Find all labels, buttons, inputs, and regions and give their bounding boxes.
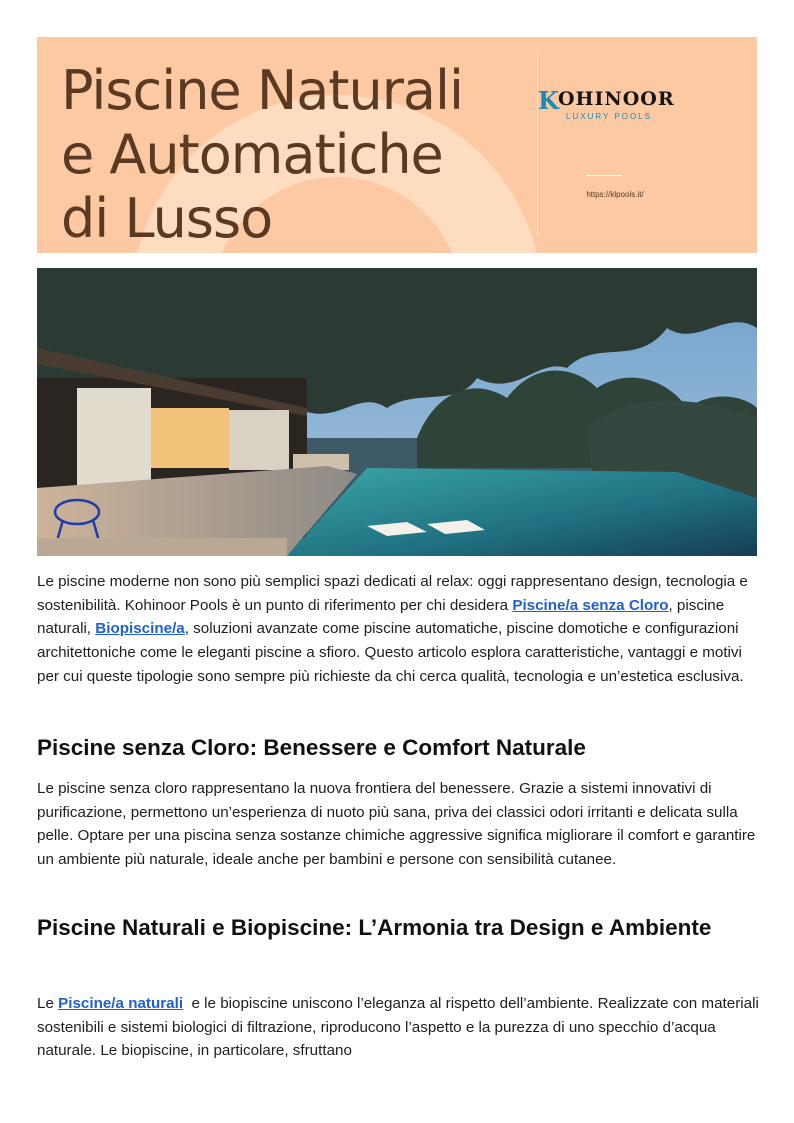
title-line-3: di Lusso bbox=[61, 187, 273, 250]
title-line-2: e Automatiche bbox=[61, 123, 443, 186]
intro-paragraph bbox=[37, 570, 759, 689]
logo-brand-name: OHINOOR bbox=[558, 88, 675, 110]
link-piscine-senza-cloro[interactable]: Piscine/a senza Cloro bbox=[512, 596, 669, 614]
logo-k-mark: K bbox=[538, 86, 559, 115]
header-banner bbox=[37, 37, 757, 253]
intro-text-3: , soluzioni avanzate come piscine automatiche, piscine domotiche e configurazioni architettoniche come le eleganti piscine a sfioro. Questo articolo esplora caratteristiche, vantaggi e motivi per cui queste tipologie sono sempre più richieste da chi cerca qualità, tecnologia e un’estetica esclusiva. bbox=[37, 620, 744, 685]
section2-text-2: e le biopiscine uniscono l’eleganza al rispetto dell’ambiente. Realizzate con materiali sostenibili e sistemi biologici di filtrazione, riproducono l’aspetto e la purezza di uno specchio d’acqua naturale. Le biopiscine, in particolare, sfruttano bbox=[37, 995, 764, 1060]
banner-divider bbox=[537, 55, 538, 235]
kohinoor-logo[interactable] bbox=[538, 86, 688, 122]
pool-photo bbox=[37, 268, 757, 556]
site-url[interactable]: https://klpools.it/ bbox=[586, 190, 644, 199]
logo-rule bbox=[586, 175, 622, 176]
logo-subtitle: LUXURY POOLS bbox=[566, 112, 652, 121]
page-title bbox=[61, 59, 531, 251]
section-heading-senza-cloro: Piscine senza Cloro: Benessere e Comfort Naturale bbox=[37, 735, 586, 760]
intro-text-1: Le piscine moderne non sono più semplici spazi dedicati al relax: oggi rappresentano design, tecnologia e sostenibilità. Kohinoor Pools è un punto di riferimento per chi desidera bbox=[37, 573, 748, 614]
section-heading-biopiscine: Piscine Naturali e Biopiscine: L’Armonia tra Design e Ambiente bbox=[37, 915, 712, 940]
title-line-1: Piscine Naturali bbox=[61, 59, 463, 122]
intro-text-2: , piscine naturali, bbox=[37, 596, 725, 638]
section-paragraph-biopiscine bbox=[37, 992, 764, 1063]
article-body bbox=[37, 570, 764, 1060]
link-biopiscine[interactable]: Biopiscine/a bbox=[95, 620, 185, 638]
section2-text-1: Le bbox=[37, 995, 59, 1012]
section-paragraph-senza-cloro: Le piscine senza cloro rappresentano la nuova frontiera del benessere. Grazie a sistemi innovativi di purificazione, permettono un’esperienza di nuoto più sana, priva dei classici odori irritanti e delicata sulla pelle. Optare per una piscina senza sostanze chimiche aggressive significa migliorare il comfort e garantire un ambiente più naturale, ideale anche per bambini e persone con sensibilità cutanee. bbox=[37, 780, 756, 869]
link-piscine-naturali[interactable]: Piscine/a naturali bbox=[58, 995, 184, 1012]
